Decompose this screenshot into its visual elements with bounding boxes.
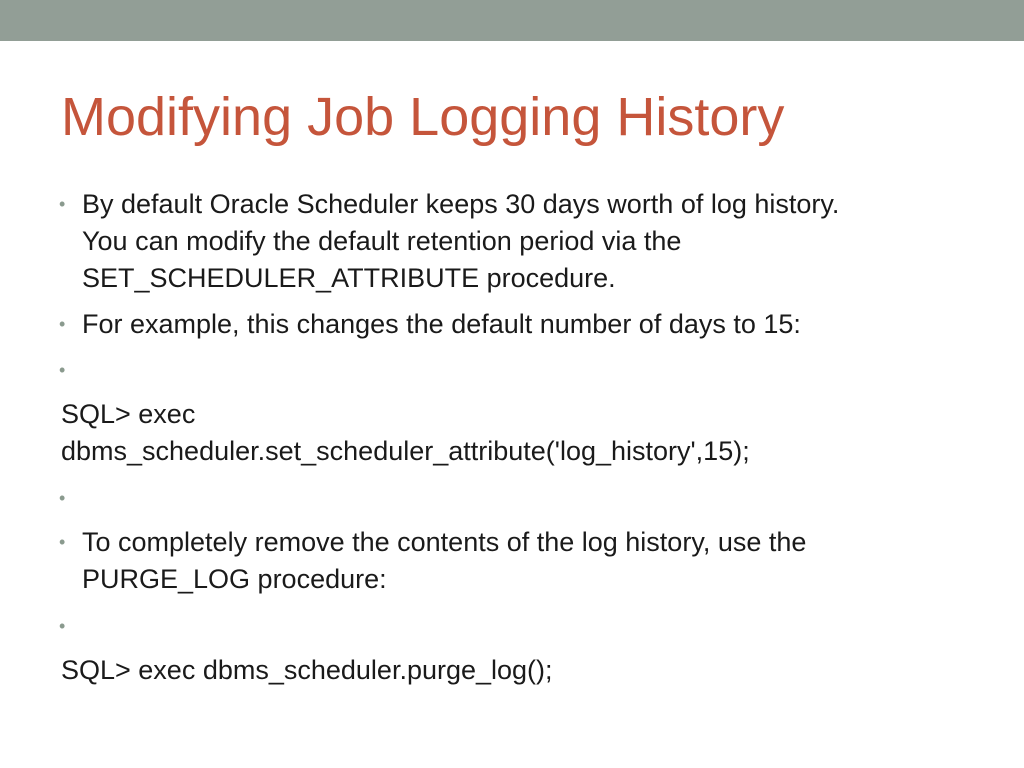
bullet-line: You can modify the default retention period via the	[82, 226, 682, 256]
code-line: SQL> exec dbms_scheduler.purge_log();	[61, 655, 553, 685]
code-purge-log	[61, 652, 981, 689]
slide-body	[61, 0, 991, 768]
bullet-text	[61, 524, 981, 598]
bullet-text: For example, this changes the default number of days to 15:	[82, 309, 801, 339]
bullet-marker: •	[59, 314, 66, 334]
bullet-marker: •	[59, 488, 66, 508]
bullet-line: SET_SCHEDULER_ATTRIBUTE procedure.	[82, 263, 616, 293]
bullet-line: By default Oracle Scheduler keeps 30 days worth of log history.	[82, 189, 840, 219]
bullet-marker: •	[59, 194, 66, 214]
bullet-line: PURGE_LOG procedure:	[82, 564, 387, 594]
bullet-marker: •	[59, 360, 66, 380]
bullet-purge	[61, 524, 981, 598]
code-line: dbms_scheduler.set_scheduler_attribute('log_history',15);	[61, 436, 750, 466]
code-set-attribute	[61, 396, 981, 470]
bullet-default-retention	[61, 186, 981, 297]
bullet-marker: •	[59, 616, 66, 636]
bullet-text	[61, 186, 981, 297]
slide-title: Modifying Job Logging History	[61, 87, 785, 147]
bullet-example	[61, 306, 981, 343]
bullet-line: To completely remove the contents of the log history, use the	[82, 527, 807, 557]
code-line: SQL> exec	[61, 399, 196, 429]
bullet-marker: •	[59, 532, 66, 552]
